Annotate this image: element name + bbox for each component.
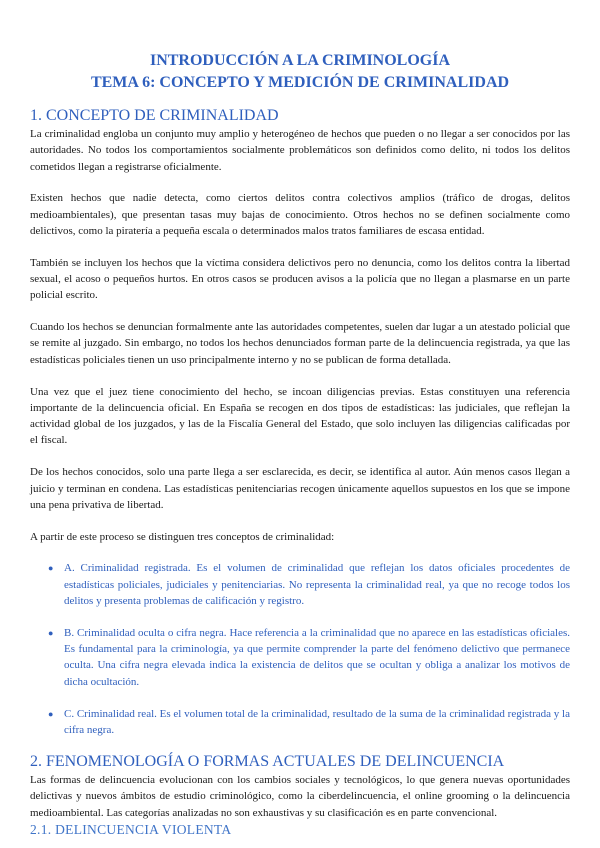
criminality-concepts-list (30, 560, 570, 738)
section2-heading: 2. FENOMENOLOGÍA O FORMAS ACTUALES DE DELINCUENCIA (30, 753, 505, 771)
bullet-icon: ● (48, 563, 54, 574)
section1-paragraph-7: A partir de este proceso se distinguen tres conceptos de criminalidad: (30, 530, 335, 543)
section1-paragraph-1: La criminalidad engloba un conjunto muy amplio y heterogéneo de hechos que pueden o no llegar a ser conocidos por las autoridades. No todos los comportamientos socialmente problemáticos son definidos como delito, ni todos los delitos cometidos llegan a registrarse oficialmente. (30, 128, 570, 173)
section1-paragraph-4: Cuando los hechos se denuncian formalmente ante las autoridades competentes, suelen dar lugar a un atestado policial que se remite al juzgado. Sin embargo, no todos los hechos denunciados forman parte de la delincuencia registrada, ya que las estadísticas policiales tienen un uso principalmente interno y no se publican de forma detallada. (30, 321, 570, 366)
section1-paragraph-2: Existen hechos que nadie detecta, como ciertos delitos contra colectivos amplios (tráfico de drogas, delitos medioambientales), que presentan tasas muy bajas de conocimiento. Otros hechos no se definen socialmente como delictivos, como la piratería a pequeña escala o determinados malos tratos familiares de escasa entidad. (30, 192, 570, 237)
document-title-line2: TEMA 6: CONCEPTO Y MEDICIÓN DE CRIMINALIDAD (90, 74, 510, 91)
section1-paragraph-5: Una vez que el juez tiene conocimiento del hecho, se incoan diligencias previas. Estas constituyen una referencia importante de la delincuencia oficial. En España se recogen en dos tipos de estadísticas: las judiciales, que reflejan la actividad global de los juzgados, y las de la Fiscalía General del Estado, que solo incluyen las diligencias calificadas por el fiscal. (30, 385, 570, 447)
concept-oculta: B. Criminalidad oculta o cifra negra. Hace referencia a la criminalidad que no aparece en las estadísticas oficiales. Es fundamental para la criminología, ya que permite comprender la parte del fenómeno delictivo que permanece oculta. Una cifra negra elevada indica la existencia de delitos que se ocultan y obliga a analizar los motivos de dicha ocultación. (64, 626, 570, 688)
list-spacer (30, 609, 570, 625)
section1-paragraph-6: De los hechos conocidos, solo una parte llega a ser esclarecida, es decir, se identifica al autor. Aún menos casos llegan a juicio y terminan en condena. Las estadísticas penitenciarias recogen únicamente aquellos supuestos en los que se impone una pena privativa de libertad. (30, 466, 570, 511)
concept-real: C. Criminalidad real. Es el volumen total de la criminalidad, resultado de la suma de la criminalidad registrada y la cifra negra. (64, 707, 570, 736)
bullet-icon: ● (48, 708, 54, 719)
document-title-line1: INTRODUCCIÓN A LA CRIMINOLOGÍA (149, 52, 451, 69)
concept-registrada: A. Criminalidad registrada. Es el volumen de criminalidad que reflejan los datos oficiales procedentes de estadísticas policiales, judiciales y penitenciarias. No representa la criminalidad real, ya que no recoge todos los delitos y presenta problemas de calificación y registro. (64, 562, 570, 608)
document-page (30, 0, 570, 838)
list-spacer (30, 690, 570, 706)
list-item (30, 706, 570, 739)
section2-1-subheading: 2.1. DELINCUENCIA VIOLENTA (30, 822, 232, 837)
section1-heading: 1. CONCEPTO DE CRIMINALIDAD (30, 107, 279, 124)
bullet-icon: ● (48, 627, 54, 638)
section1-paragraph-3: También se incluyen los hechos que la víctima considera delictivos pero no denuncia, como los delitos contra la libertad sexual, el acoso o pequeños hurtos. En otros casos se producen avisos a la policía que no llegan a plasmarse en un parte policial escrito. (30, 256, 570, 302)
list-item (30, 625, 570, 690)
section2-paragraph: Las formas de delincuencia evolucionan con los cambios sociales y tecnológicos, lo que genera nuevas oportunidades delictivas y nuevos ámbitos de estudio criminológico, como la ciberdelincuencia, el online grooming o la delincuencia medioambiental. Las categorías analizadas no son exhaustivas y su clasificación es en parte convencional. (30, 774, 570, 819)
list-item (30, 560, 570, 609)
